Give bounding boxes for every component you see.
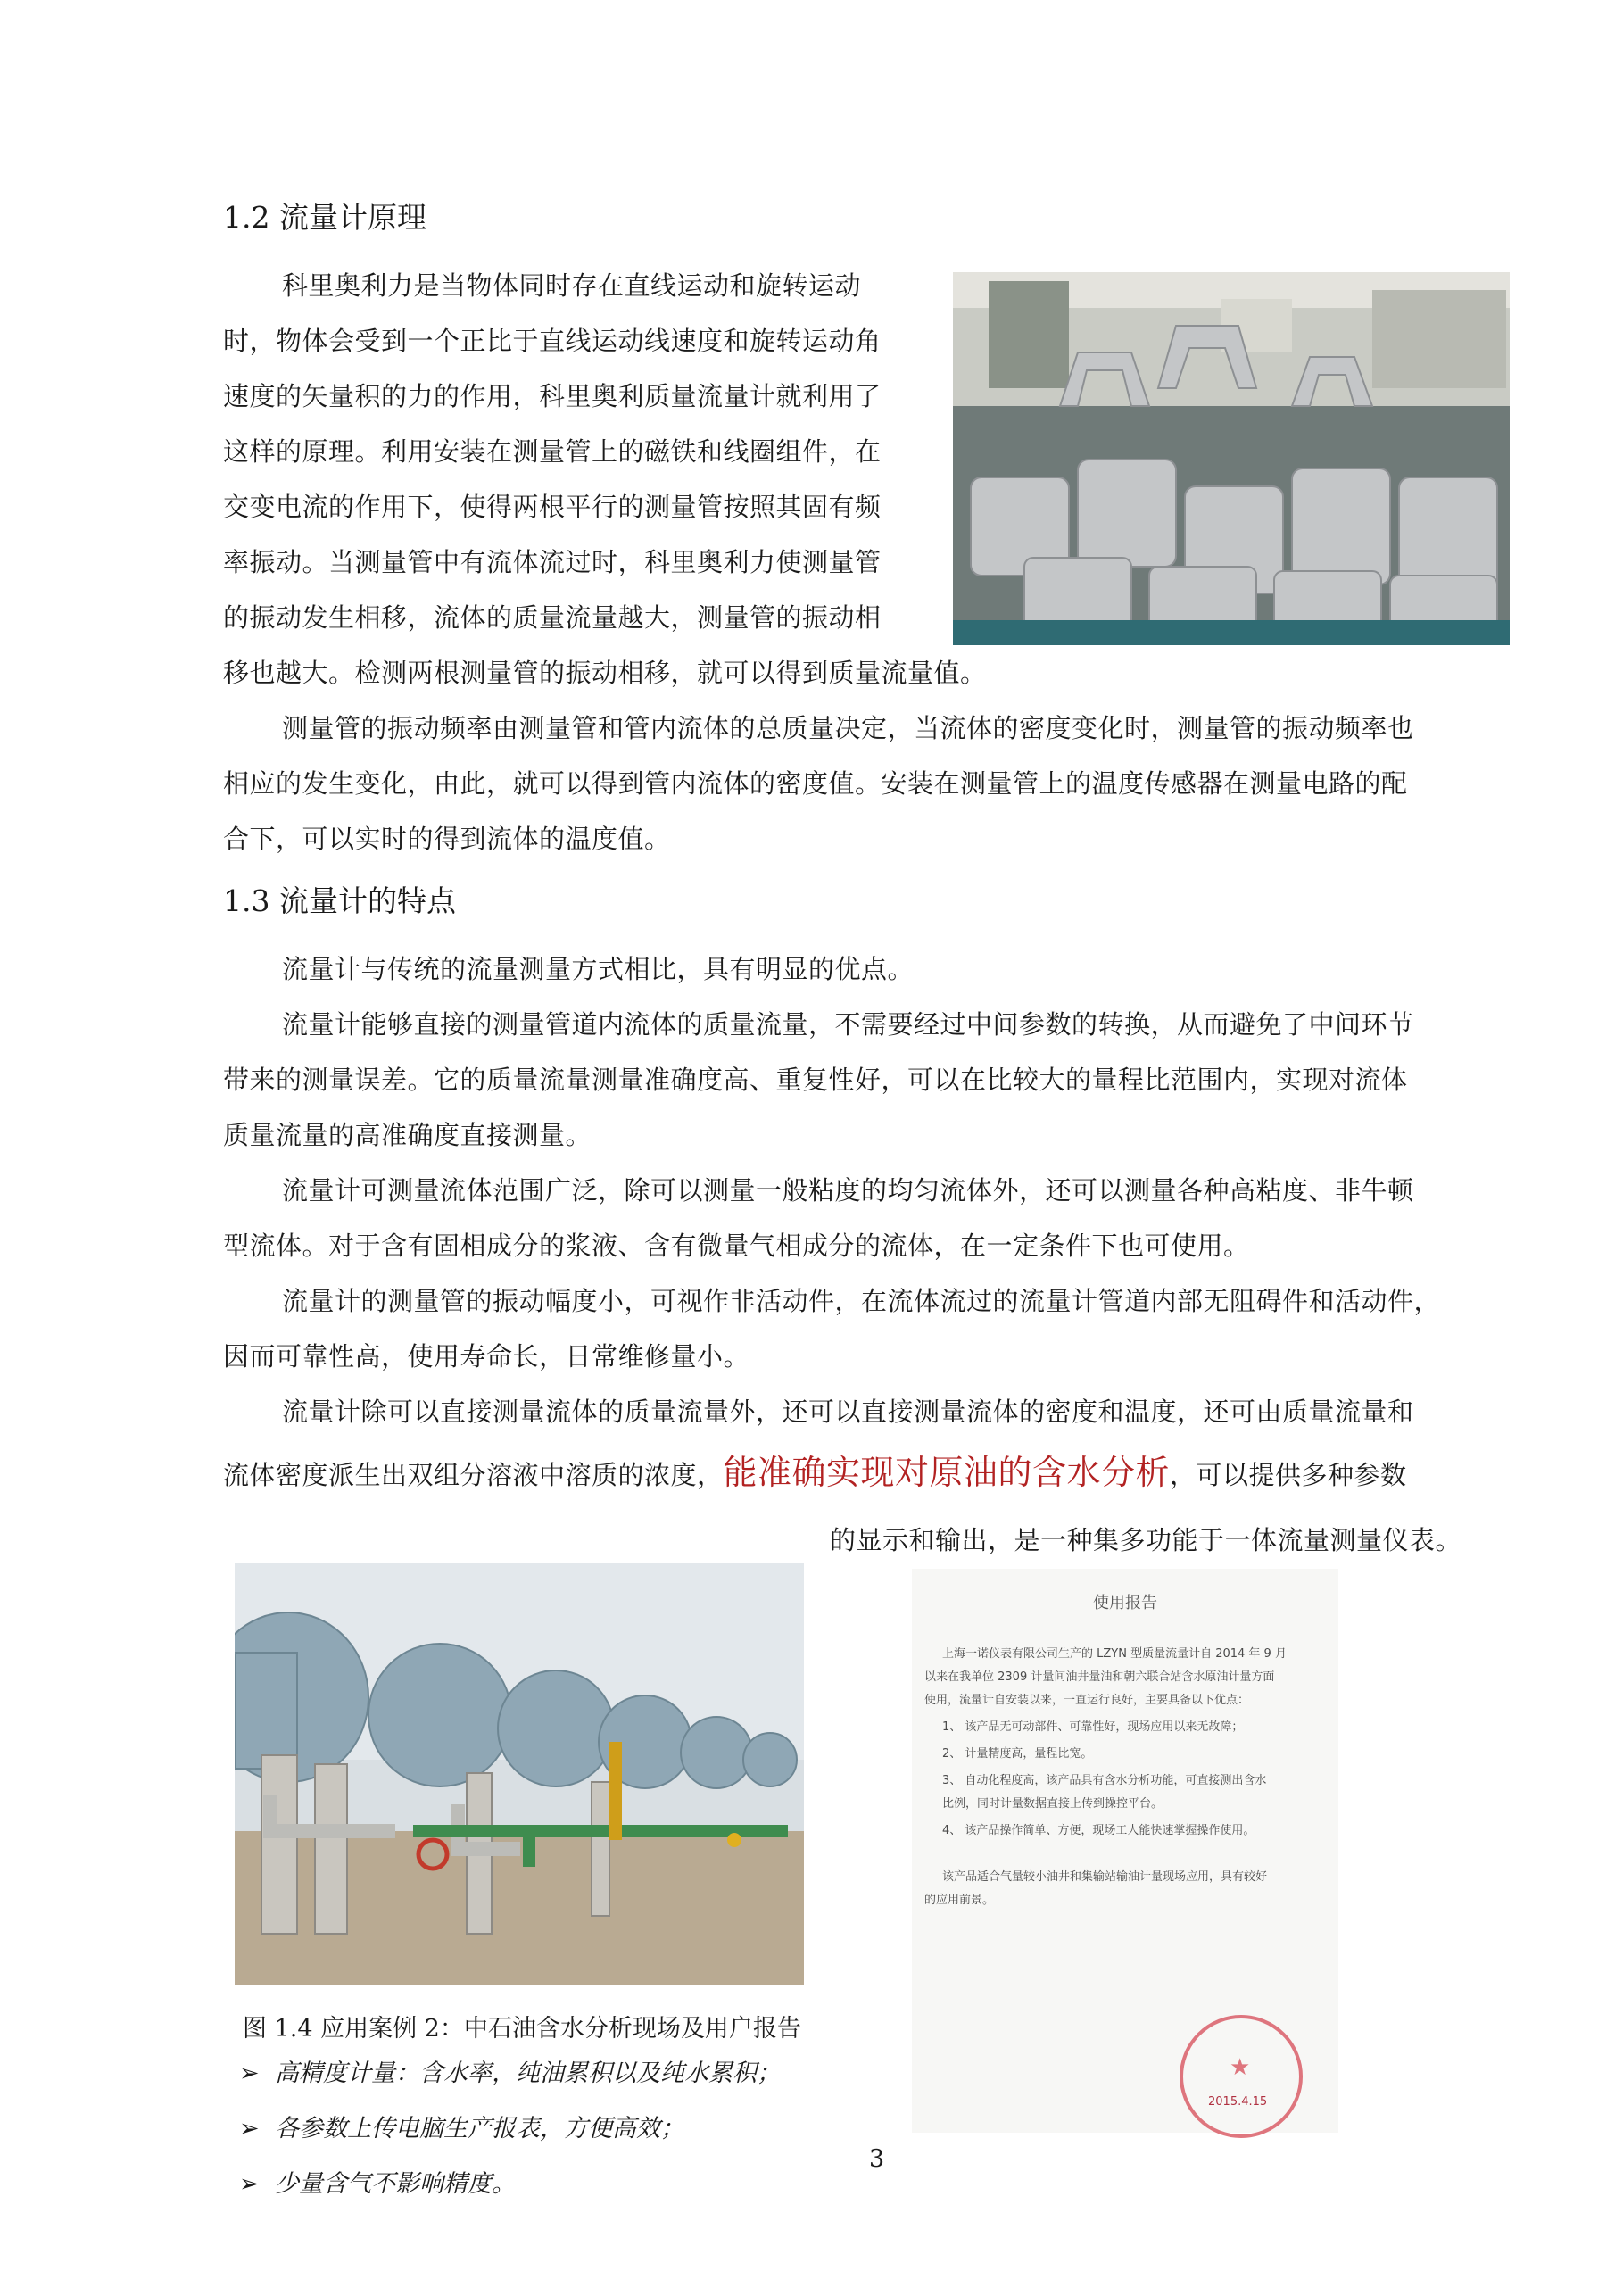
- paragraph-line: 的振动发生相移，流体的质量流量越大，测量管的振动相: [223, 602, 882, 633]
- paragraph-line: 因而可靠性高，使用寿命长，日常维修量小。: [223, 1341, 750, 1372]
- figure-caption: 图 1.4 应用案例 2：中石油含水分析现场及用户报告: [243, 2015, 801, 2043]
- report-line: 比例，同时计量数据直接上传到操控平台。: [942, 1797, 1163, 1811]
- highlighted-text: 能准确实现对原油的含水分析: [723, 1453, 1171, 1492]
- report-line: 的应用前景。: [924, 1894, 995, 1907]
- report-date: 2015.4.15: [1208, 2095, 1268, 2109]
- bullet-item: [239, 2058, 781, 2090]
- paragraph-line: 质量流量的高准确度直接测量。: [223, 1120, 592, 1150]
- paragraph-line: 科里奥利力是当物体同时存在直线运动和旋转运动: [282, 270, 862, 301]
- star-icon: ★: [1230, 2054, 1251, 2081]
- paragraph-line: 速度的矢量积的力的作用，科里奥利质量流量计就利用了: [223, 381, 882, 411]
- paragraph-text: 流体密度派生出双组分溶液中溶质的浓度，: [223, 1460, 724, 1490]
- paragraph-line: 流量计除可以直接测量流体的质量流量外，还可以直接测量流体的密度和温度，还可由质量流量和: [282, 1397, 1414, 1427]
- paragraph-line: 移也越大。检测两根测量管的振动相移，就可以得到质量流量值。: [223, 658, 987, 688]
- paragraph-line: 合下，可以实时的得到流体的温度值。: [223, 824, 671, 854]
- page-number: 3: [869, 2145, 885, 2173]
- bullet-item: [239, 2113, 684, 2145]
- official-seal: [1180, 2015, 1303, 2138]
- report-line: 4、 该产品操作简单、方便，现场工人能快速掌握操作使用。: [942, 1824, 1255, 1837]
- report-line: 3、 自动化程度高，该产品具有含水分析功能，可直接测出含水: [942, 1774, 1267, 1787]
- paragraph-line: 流量计能够直接的测量管道内流体的质量流量，不需要经过中间参数的转换，从而避免了中间环节: [282, 1009, 1414, 1040]
- paragraph-line: 带来的测量误差。它的质量流量测量准确度高、重复性好，可以在比较大的量程比范围内，实现对流体: [223, 1065, 1408, 1095]
- arrow-bullet-icon: ➢: [239, 2170, 260, 2198]
- bullet-text: 各参数上传电脑生产报表，方便高效；: [275, 2115, 684, 2143]
- paragraph-line: 率振动。当测量管中有流体流过时，科里奥利力使测量管: [223, 547, 882, 577]
- section-heading-1-3: 1.3 流量计的特点: [223, 883, 456, 918]
- report-line: 上海一诺仪表有限公司生产的 LZYN 型质量流量计自 2014 年 9 月: [942, 1647, 1287, 1661]
- arrow-bullet-icon: ➢: [239, 2115, 260, 2143]
- paragraph-line: 型流体。对于含有固相成分的浆液、含有微量气相成分的流体，在一定条件下也可使用。: [223, 1231, 1250, 1261]
- paragraph-line-with-highlight: [223, 1455, 1407, 1493]
- paragraph-line: 的显示和输出，是一种集多功能于一体流量测量仪表。: [830, 1525, 1462, 1555]
- paragraph-line: 相应的发生变化，由此，就可以得到管内流体的密度值。安装在测量管上的温度传感器在测量电路的配: [223, 768, 1408, 799]
- report-line: 以来在我单位 2309 计量间油井量油和朝六联合站含水原油计量方面: [924, 1670, 1275, 1684]
- arrow-bullet-icon: ➢: [239, 2060, 260, 2087]
- paragraph-text: ，可以提供多种参数: [1170, 1460, 1407, 1490]
- flowmeter-factory-photo: [953, 272, 1510, 645]
- paragraph-line: 流量计与传统的流量测量方式相比，具有明显的优点。: [282, 954, 915, 984]
- bullet-text: 高精度计量：含水率，纯油累积以及纯水累积；: [275, 2060, 781, 2087]
- paragraph-line: 时，物体会受到一个正比于直线运动线速度和旋转运动角: [223, 326, 882, 356]
- paragraph-line: 这样的原理。利用安装在测量管上的磁铁和线圈组件，在: [223, 436, 882, 467]
- report-line: 使用，流量计自安装以来，一直运行良好，主要具备以下优点：: [924, 1694, 1250, 1707]
- report-title: 使用报告: [1093, 1594, 1157, 1612]
- oilfield-site-photo: [235, 1563, 804, 1985]
- paragraph-line: 流量计的测量管的振动幅度小，可视作非活动件，在流体流过的流量计管道内部无阻碍件和活动件，: [282, 1286, 1441, 1316]
- user-report-document: [912, 1569, 1338, 2133]
- paragraph-line: 交变电流的作用下，使得两根平行的测量管按照其固有频: [223, 492, 882, 522]
- bullet-text: 少量含气不影响精度。: [275, 2170, 516, 2198]
- paragraph-line: 测量管的振动频率由测量管和管内流体的总质量决定，当流体的密度变化时，测量管的振动频率也: [282, 713, 1414, 743]
- report-line: 2、 计量精度高，量程比宽。: [942, 1747, 1093, 1761]
- section-heading-1-2: 1.2 流量计原理: [223, 200, 426, 235]
- bullet-item: [239, 2168, 516, 2201]
- report-line: 该产品适合气量较小油井和集输站输油计量现场应用，具有较好: [942, 1870, 1268, 1884]
- paragraph-line: 流量计可测量流体范围广泛，除可以测量一般粘度的均匀流体外，还可以测量各种高粘度、非牛顿: [282, 1175, 1414, 1206]
- report-line: 1、 该产品无可动部件、可靠性好，现场应用以来无故障；: [942, 1720, 1244, 1734]
